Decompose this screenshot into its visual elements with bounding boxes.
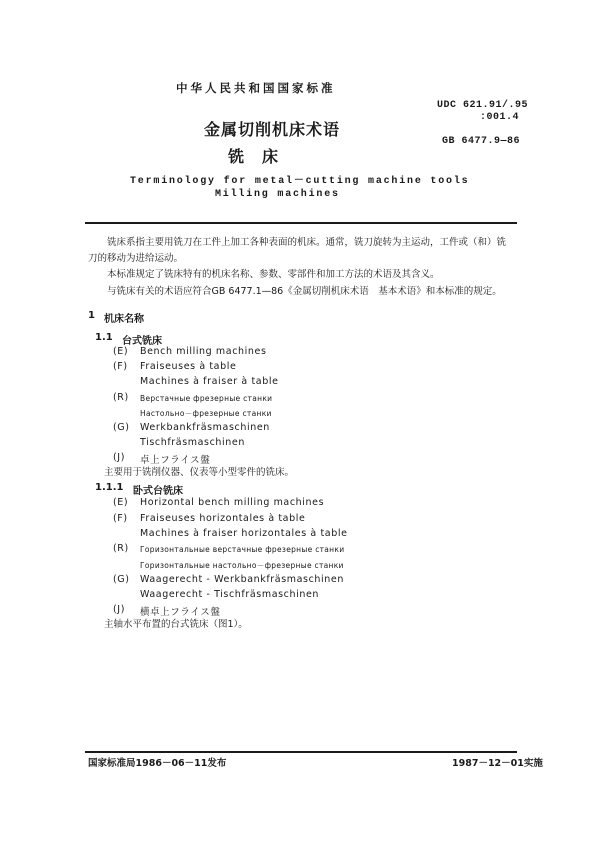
english-subtitle: Milling machines (215, 189, 340, 200)
header-divider (85, 222, 517, 224)
item-title: 台式铣床 (122, 336, 162, 347)
term-text: Machines à fraiser à table (140, 376, 279, 387)
document-subtitle: 铣 床 (228, 147, 280, 166)
term-text: Waagerecht - Tischfräsmaschinen (140, 589, 320, 600)
national-standard-heading: 中华人民共和国国家标准 (176, 81, 336, 95)
term-code: (F) (113, 513, 128, 524)
term-code: (J) (113, 452, 126, 463)
item-number: 1.1.1 (95, 482, 124, 493)
footer-divider (85, 751, 517, 753)
item-definition: 主要用于铣削仪器、仪表等小型零件的铣床。 (104, 467, 295, 478)
term-text: Верстачные фрезерные станки (140, 394, 273, 403)
term-text: 卓上フライス盤 (140, 455, 211, 466)
intro-paragraph-1-line-2: 刀的移动为进给运动。 (88, 253, 184, 264)
english-title: Terminology for metal－cutting machine tools (130, 176, 470, 187)
term-text: Waagerecht - Werkbankfräsmaschinen (140, 574, 344, 585)
intro-paragraph-1-line-1: 铣床系指主要用铣刀在工件上加工各种表面的机床。通常，铣刀旋转为主运动，工件或（和）铣 (107, 237, 507, 248)
term-text: Tischfräsmaschinen (140, 437, 245, 448)
section-number: 1 (88, 310, 95, 321)
item-number: 1.1 (95, 332, 113, 343)
term-text: Machines à fraiser horizontales à table (140, 528, 348, 539)
term-code: (R) (113, 392, 129, 403)
term-text: Fraiseuses à table (140, 361, 237, 372)
item-definition: 主轴水平布置的台式铣床（图1）。 (104, 619, 248, 630)
issue-date: 国家标准局1986－06－11发布 (88, 758, 227, 769)
item-title: 卧式台铣床 (133, 486, 183, 497)
term-code: (G) (113, 574, 130, 585)
term-text: Горизонтальные верстачные фрезерные станки (140, 545, 345, 554)
term-code: (R) (113, 543, 129, 554)
term-text: Настольно－фрезерные станки (140, 409, 272, 418)
intro-paragraph-2: 本标准规定了铣床特有的机床名称、参数、零部件和加工方法的术语及其含义。 (107, 269, 440, 280)
effective-date: 1987－12－01实施 (452, 758, 543, 769)
term-code: (J) (113, 604, 126, 615)
gb-code: GB 6477.9—86 (442, 136, 521, 147)
term-code: (G) (113, 422, 130, 433)
term-text: Горизонтальные настольно－фрезерные станки (140, 561, 344, 570)
document-title: 金属切削机床术语 (204, 120, 341, 139)
term-text: Horizontal bench milling machines (140, 497, 325, 508)
udc-code-suffix: :001.4 (480, 112, 520, 123)
term-code: (F) (113, 361, 128, 372)
udc-code: UDC 621.91/.95 (437, 100, 529, 111)
intro-paragraph-3: 与铣床有关的术语应符合GB 6477.1—86《金属切削机床术语 基本术语》和本标准的规定。 (107, 286, 502, 297)
section-title: 机床名称 (104, 314, 144, 325)
term-code: (E) (113, 346, 129, 357)
term-text: Fraiseuses horizontales à table (140, 513, 306, 524)
term-text: Bench milling machines (140, 346, 267, 357)
term-text: 横卓上フライス盤 (140, 607, 221, 618)
term-code: (E) (113, 497, 129, 508)
term-text: Werkbankfräsmaschinen (140, 422, 270, 433)
